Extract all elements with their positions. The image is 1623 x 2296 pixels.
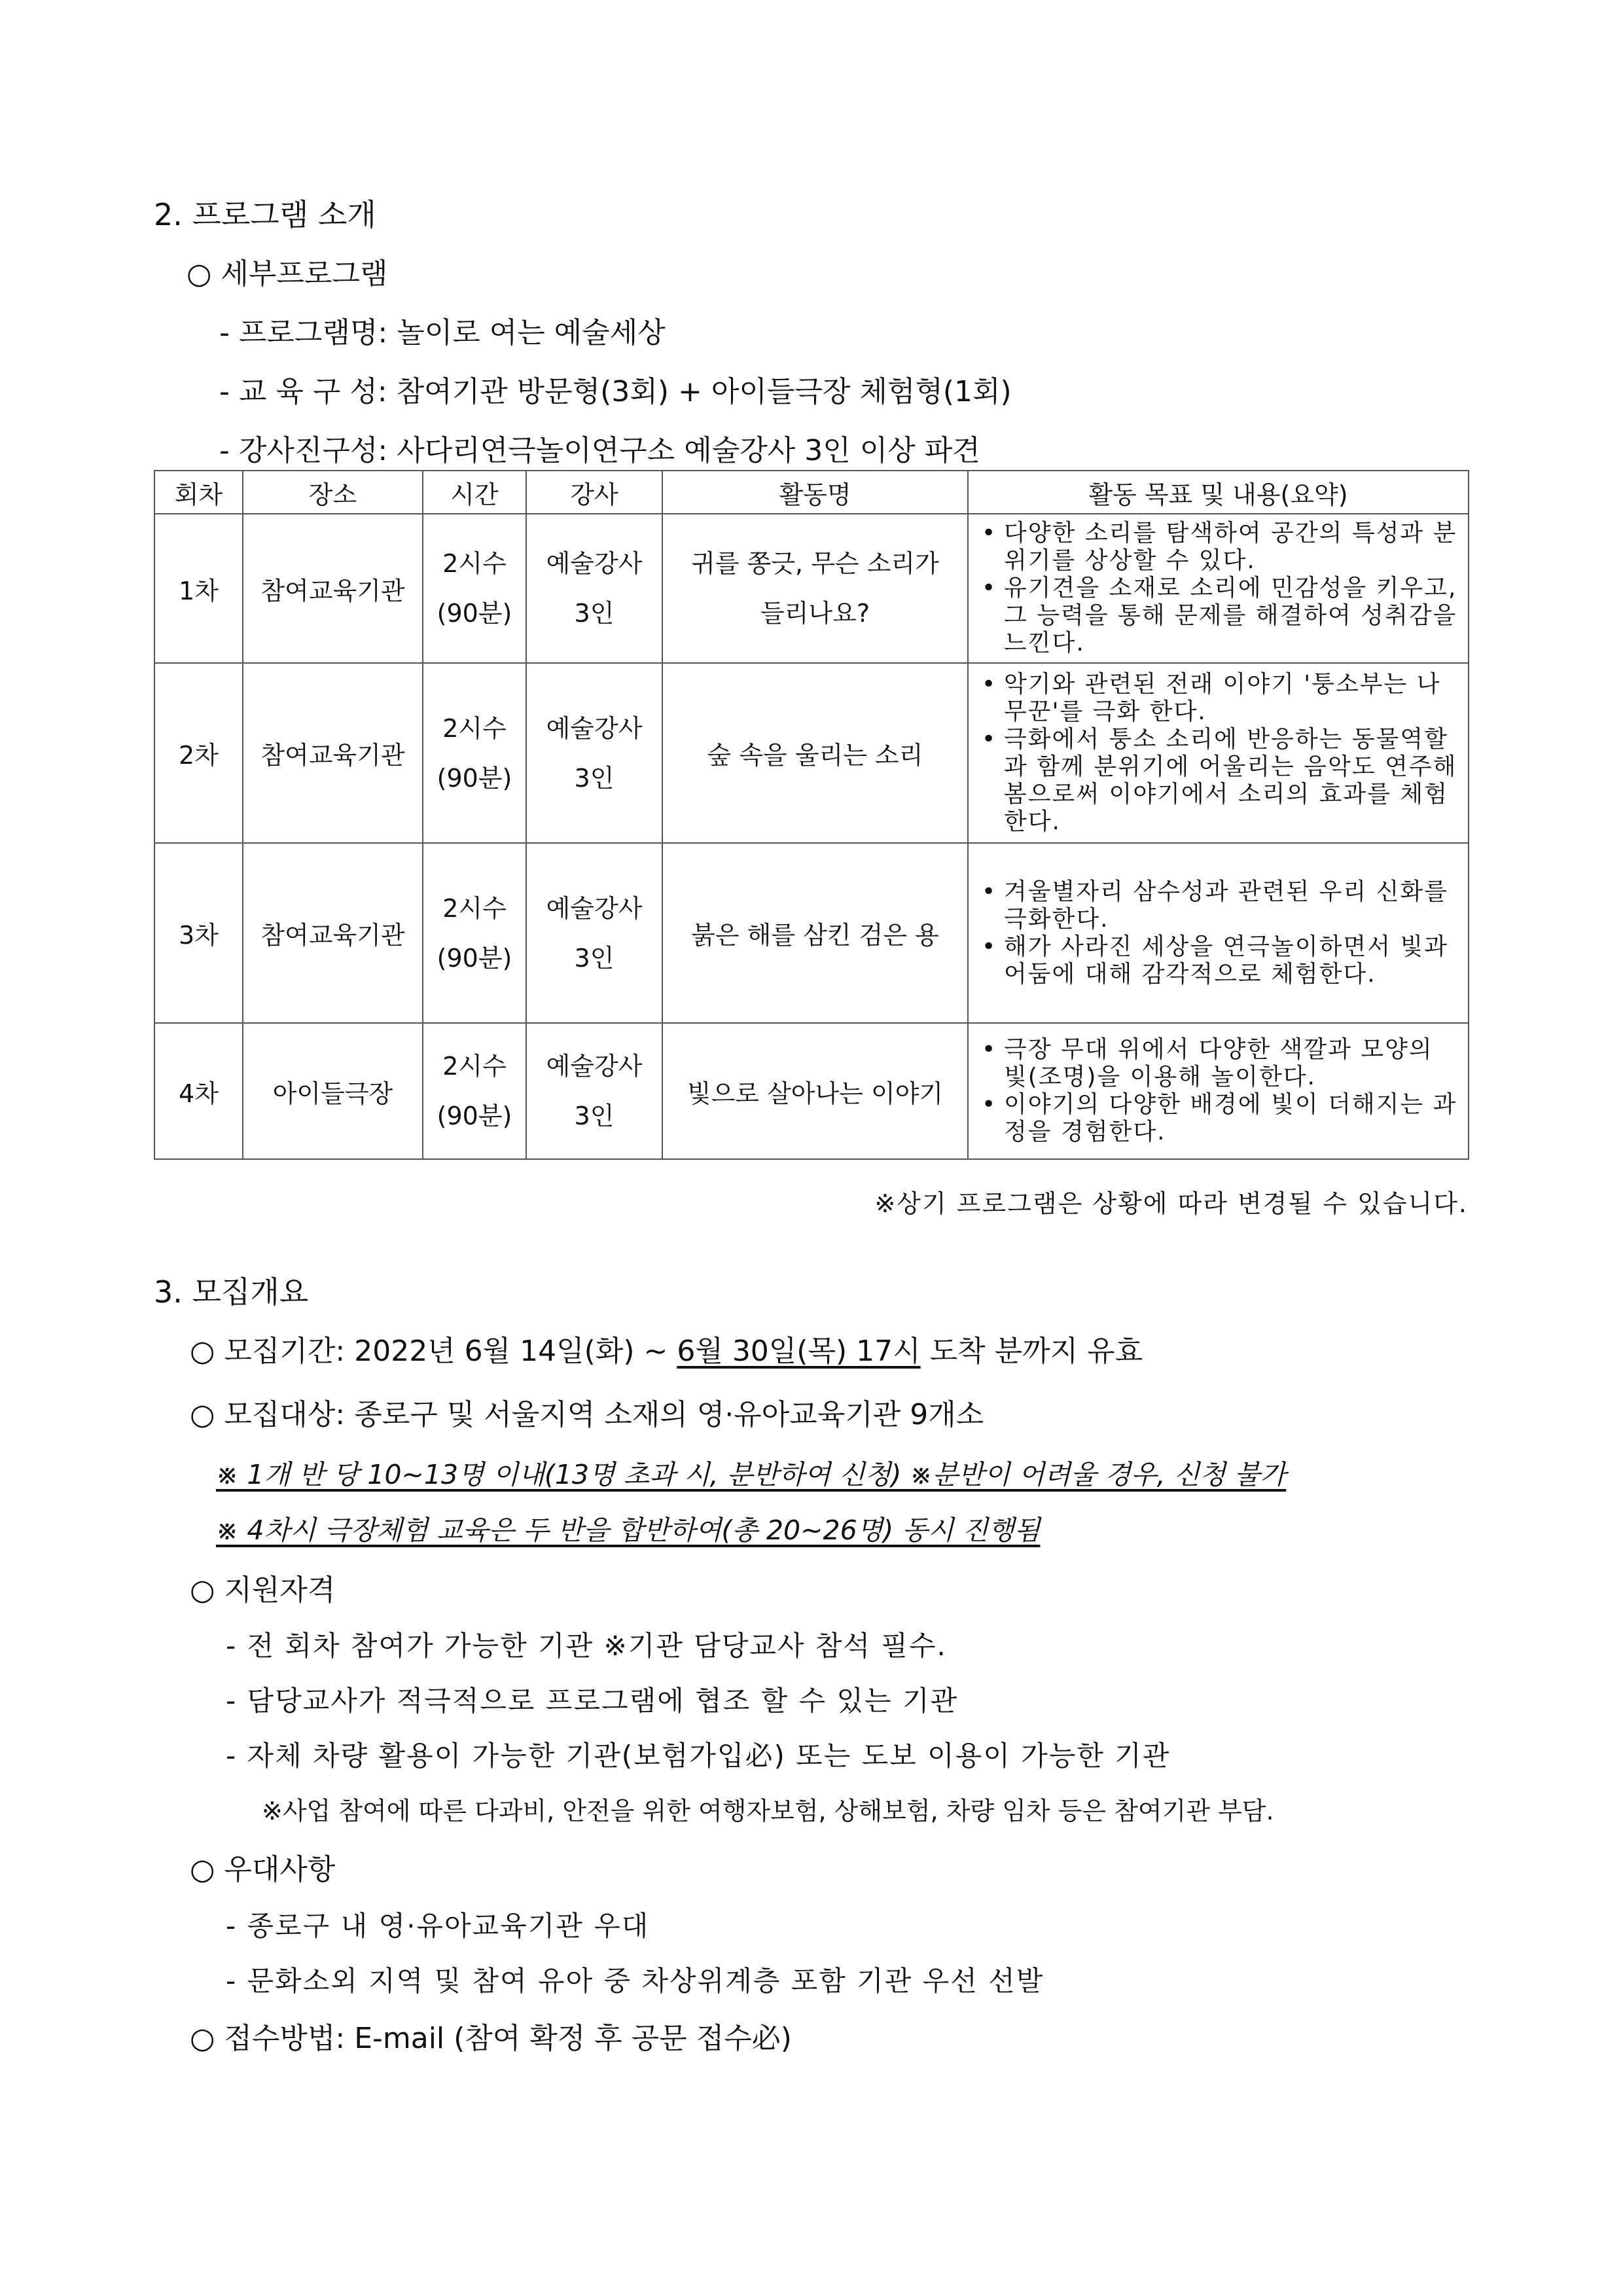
header-goals: 활동 목표 및 내용(요약): [968, 471, 1469, 514]
preference-heading: ○ 우대사항: [190, 1853, 336, 1886]
preference-item: - 종로구 내 영·유아교육기관 우대: [226, 1910, 650, 1942]
instructor-type: 예술강사: [546, 713, 643, 743]
instructor-cell: [526, 514, 662, 663]
time-cell: [423, 843, 526, 1023]
header-instructor: 강사: [526, 471, 662, 514]
goal-item: • 해가 사라진 세상을 연극놀이하면서 빛과 어둠에 대해 감각적으로 체험한다.: [978, 933, 1459, 988]
qualification-item: - 자체 차량 활용이 가능한 기관(보험가입必) 또는 도보 이용이 가능한 기관: [226, 1740, 1171, 1772]
program-name-line: - 프로그램명: 놀이로 여는 예술세상: [219, 316, 666, 350]
table-row: [154, 843, 1469, 1023]
round-cell: 1차: [154, 514, 243, 663]
joint-class-note: ※ 4차시 극장체험 교육은 두 반을 합반하여(총 20~26명) 동시 진행됨: [216, 1515, 1041, 1546]
instructor-cell: [526, 843, 662, 1023]
place-cell: 아이들극장: [243, 1023, 423, 1159]
time-cell: [423, 514, 526, 663]
goals-cell: [968, 843, 1469, 1023]
preference-item: - 문화소외 지역 및 참여 유아 중 차상위계층 포함 기관 우선 선발: [226, 1965, 1044, 1997]
time-minutes: (90분): [437, 1102, 512, 1130]
time-minutes: (90분): [437, 943, 512, 973]
detail-program-heading: ○ 세부프로그램: [187, 257, 388, 291]
program-table: [154, 470, 1469, 1160]
table-row: [154, 514, 1469, 663]
place-cell: 참여교육기관: [243, 663, 423, 843]
goals-cell: [968, 663, 1469, 843]
round-cell: 3차: [154, 843, 243, 1023]
time-cell: [423, 1023, 526, 1159]
instructor-count: 3인: [574, 1102, 615, 1130]
application-method-line: ○ 접수방법: E-mail (참여 확정 후 공문 접수必): [190, 2022, 792, 2055]
time-hours: 2시수: [442, 893, 507, 923]
qualification-heading: ○ 지원자격: [190, 1573, 336, 1607]
qualification-note: ※사업 참여에 따른 다과비, 안전을 위한 여행자보험, 상해보험, 차량 임차 등은 참여기관 부담.: [262, 1797, 1274, 1825]
goals-cell: [968, 514, 1469, 663]
activity-cell: 숲 속을 울리는 소리: [662, 663, 968, 843]
activity-cell: 빛으로 살아나는 이야기: [662, 1023, 968, 1159]
table-row: [154, 1023, 1469, 1159]
header-activity: 활동명: [662, 471, 968, 514]
table-footnote: ※상기 프로그램은 상황에 따라 변경될 수 있습니다.: [874, 1189, 1468, 1218]
goal-item: • 이야기의 다양한 배경에 빛이 더해지는 과정을 경험한다.: [978, 1091, 1459, 1146]
activity-name-line1: 귀를 쫑긋, 무슨 소리가: [691, 549, 939, 578]
goal-item: • 겨울별자리 삼수성과 관련된 우리 신화를 극화한다.: [978, 878, 1459, 933]
place-cell: 참여교육기관: [243, 843, 423, 1023]
goal-item: • 악기와 관련된 전래 이야기 '퉁소부는 나무꾼'를 극화 한다.: [978, 671, 1459, 726]
instructor-count: 3인: [574, 763, 615, 793]
time-minutes: (90분): [437, 763, 512, 793]
instructor-type: 예술강사: [546, 893, 643, 923]
time-minutes: (90분): [437, 599, 512, 628]
goal-item: • 극장 무대 위에서 다양한 색깔과 모양의 빛(조명)을 이용해 놀이한다.: [978, 1036, 1459, 1091]
time-cell: [423, 663, 526, 843]
instructor-type: 예술강사: [546, 549, 643, 578]
class-size-note: ※ 1개 반 당 10~13명 이내(13명 초과 시, 분반하여 신청) ※분반이 어려울 경우, 신청 불가: [216, 1459, 1287, 1490]
time-hours: 2시수: [442, 549, 507, 578]
round-cell: 2차: [154, 663, 243, 843]
activity-name-line2: 들리나요?: [760, 599, 870, 628]
instructors-line: - 강사진구성: 사다리연극놀이연구소 예술강사 3인 이상 파견: [219, 434, 980, 467]
qualification-item: - 담당교사가 적극적으로 프로그램에 협조 할 수 있는 기관: [226, 1685, 959, 1717]
period-deadline: 6월 30일(목) 17시: [677, 1335, 921, 1368]
goals-cell: [968, 1023, 1469, 1159]
section-2-title: 2. 프로그램 소개: [154, 197, 376, 232]
goal-item: • 다양한 소리를 탐색하여 공간의 특성과 분위기를 상상할 수 있다.: [978, 520, 1459, 575]
recruit-period-line: [190, 1327, 1143, 1369]
table-header-row: [154, 471, 1469, 514]
instructor-count: 3인: [574, 599, 615, 628]
instructor-cell: [526, 663, 662, 843]
composition-line: - 교 육 구 성: 참여기관 방문형(3회) + 아이들극장 체험형(1회): [219, 375, 1012, 408]
table-row: [154, 663, 1469, 843]
period-prefix: ○ 모집기간: 2022년 6월 14일(화) ~: [190, 1335, 677, 1368]
time-hours: 2시수: [442, 1052, 507, 1081]
recruit-target-line: ○ 모집대상: 종로구 및 서울지역 소재의 영·유아교육기관 9개소: [190, 1398, 984, 1431]
goal-item: • 극화에서 퉁소 소리에 반응하는 동물역할과 함께 분위기에 어울리는 음악도 연주해 봄으로써 이야기에서 소리의 효과를 체험한다.: [978, 726, 1459, 836]
goal-item: • 유기견을 소재로 소리에 민감성을 키우고, 그 능력을 통해 문제를 해결하여 성취감을 느낀다.: [978, 575, 1459, 657]
place-cell: 참여교육기관: [243, 514, 423, 663]
qualification-item: - 전 회차 참여가 가능한 기관 ※기관 담당교사 참석 필수.: [226, 1630, 947, 1662]
period-suffix: 도착 분까지 유효: [920, 1335, 1143, 1368]
section-3-title: 3. 모집개요: [154, 1274, 309, 1310]
header-round: 회차: [154, 471, 243, 514]
activity-cell: 붉은 해를 삼킨 검은 용: [662, 843, 968, 1023]
instructor-type: 예술강사: [546, 1052, 643, 1081]
header-time: 시간: [423, 471, 526, 514]
header-place: 장소: [243, 471, 423, 514]
instructor-count: 3인: [574, 943, 615, 973]
time-hours: 2시수: [442, 713, 507, 743]
round-cell: 4차: [154, 1023, 243, 1159]
activity-cell: [662, 514, 968, 663]
instructor-cell: [526, 1023, 662, 1159]
